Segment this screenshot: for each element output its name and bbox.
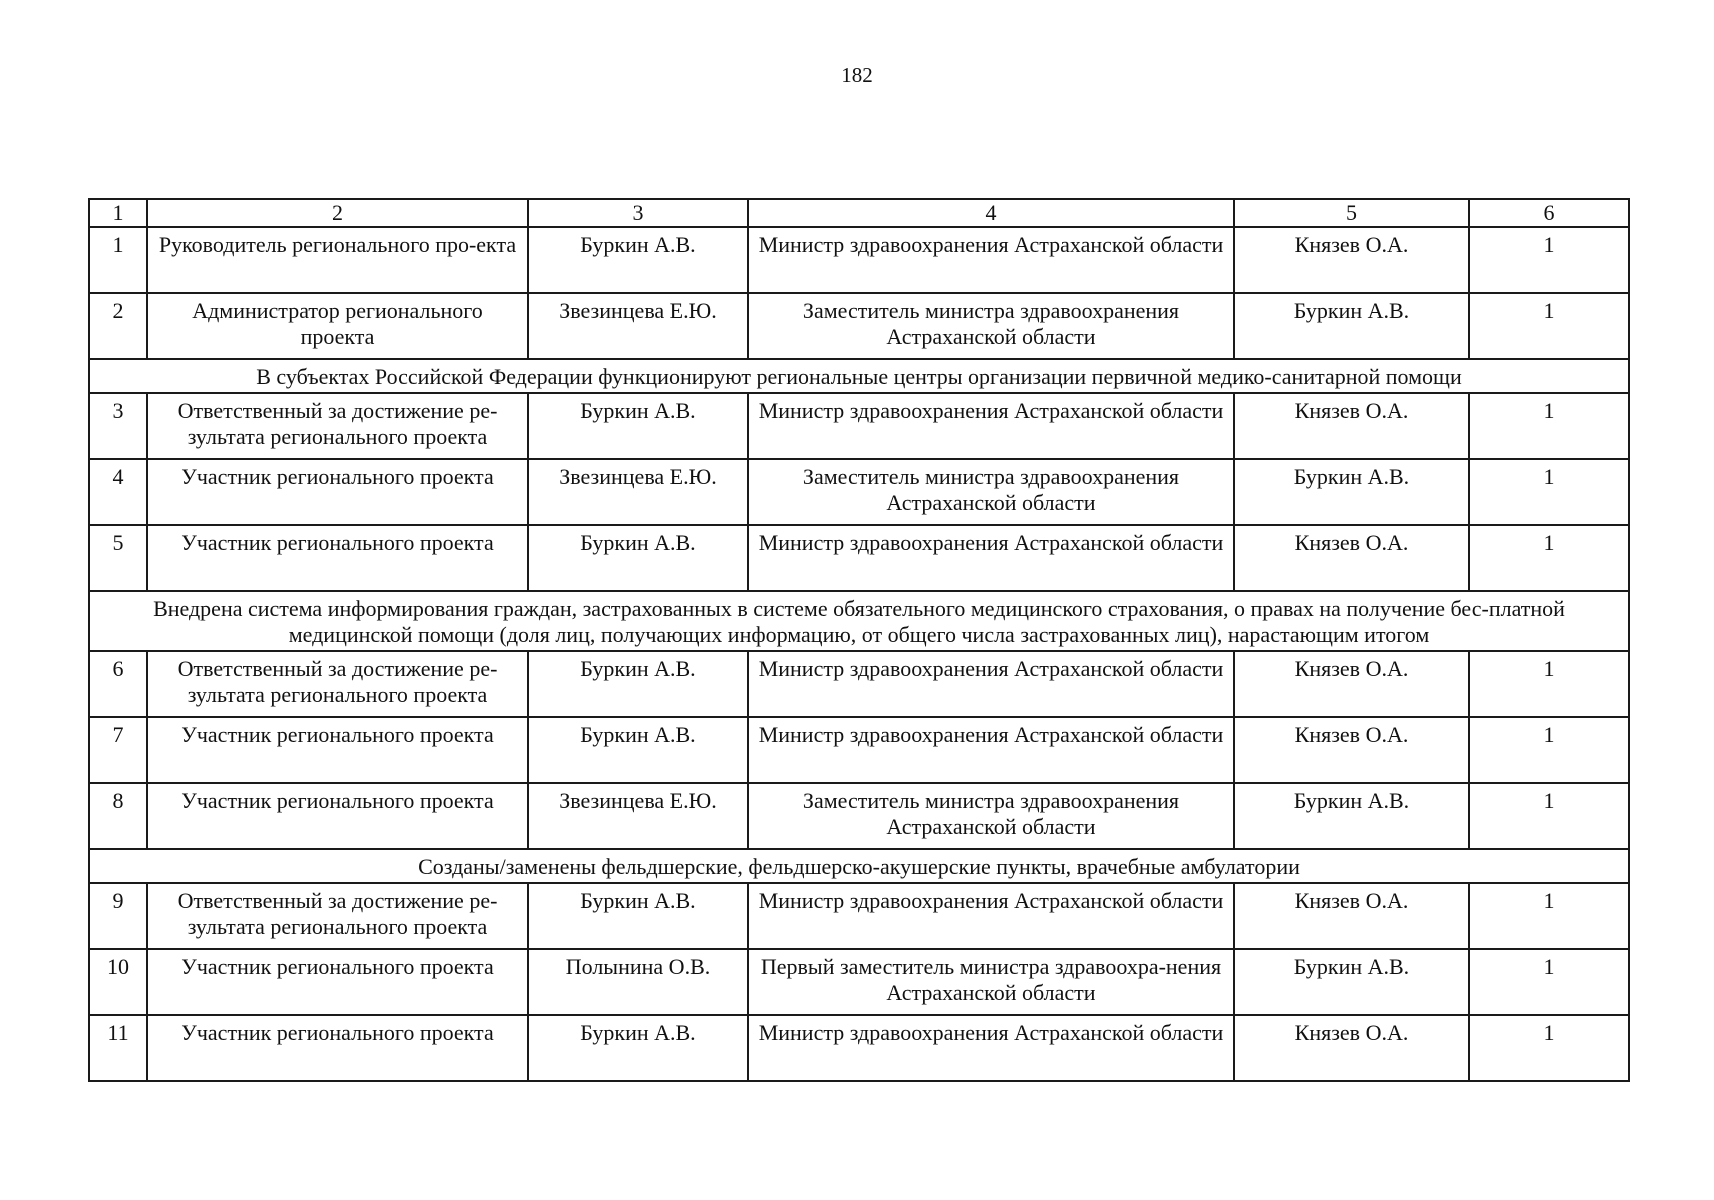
row-number: 5 (89, 525, 147, 591)
table-row (89, 459, 1629, 525)
supervisor-cell: Князев О.А. (1234, 883, 1469, 949)
value-cell: 1 (1469, 393, 1629, 459)
row-number: 7 (89, 717, 147, 783)
responsibility-table (88, 198, 1630, 1082)
section-title: В субъектах Российской Федерации функционируют региональные центры организации первичной медико-санитарной помощи (89, 359, 1629, 393)
position-cell: Заместитель министра здравоохранения Астраханской области (748, 783, 1234, 849)
value-cell: 1 (1469, 227, 1629, 293)
row-number: 3 (89, 393, 147, 459)
value-cell: 1 (1469, 1015, 1629, 1081)
name-cell: Буркин А.В. (528, 651, 748, 717)
role-cell: Участник регионального проекта (147, 717, 528, 783)
page-number: 182 (841, 63, 873, 87)
value-cell: 1 (1469, 459, 1629, 525)
name-cell: Звезинцева Е.Ю. (528, 783, 748, 849)
table-row (89, 393, 1629, 459)
role-cell: Участник регионального проекта (147, 949, 528, 1015)
supervisor-cell: Князев О.А. (1234, 651, 1469, 717)
name-cell: Буркин А.В. (528, 717, 748, 783)
row-number: 2 (89, 293, 147, 359)
position-cell: Заместитель министра здравоохранения Астраханской области (748, 459, 1234, 525)
table-header-row (89, 199, 1629, 227)
supervisor-cell: Князев О.А. (1234, 227, 1469, 293)
table-row (89, 227, 1629, 293)
name-cell: Буркин А.В. (528, 1015, 748, 1081)
value-cell: 1 (1469, 717, 1629, 783)
row-number: 1 (89, 227, 147, 293)
name-cell: Звезинцева Е.Ю. (528, 293, 748, 359)
supervisor-cell: Князев О.А. (1234, 393, 1469, 459)
value-cell: 1 (1469, 883, 1629, 949)
supervisor-cell: Буркин А.В. (1234, 459, 1469, 525)
role-cell: Ответственный за достижение ре-зультата регионального проекта (147, 393, 528, 459)
name-cell: Полынина О.В. (528, 949, 748, 1015)
column-header: 1 (89, 199, 147, 227)
value-cell: 1 (1469, 293, 1629, 359)
column-header: 6 (1469, 199, 1629, 227)
section-title: Созданы/заменены фельдшерские, фельдшерско-акушерские пункты, врачебные амбулатории (89, 849, 1629, 883)
table-row (89, 293, 1629, 359)
name-cell: Буркин А.В. (528, 227, 748, 293)
section-row (89, 591, 1629, 651)
supervisor-cell: Князев О.А. (1234, 525, 1469, 591)
position-cell: Министр здравоохранения Астраханской области (748, 227, 1234, 293)
role-cell: Ответственный за достижение ре-зультата регионального проекта (147, 651, 528, 717)
position-cell: Министр здравоохранения Астраханской области (748, 525, 1234, 591)
position-cell: Министр здравоохранения Астраханской области (748, 651, 1234, 717)
table-row (89, 949, 1629, 1015)
role-cell: Участник регионального проекта (147, 783, 528, 849)
row-number: 8 (89, 783, 147, 849)
row-number: 11 (89, 1015, 147, 1081)
name-cell: Буркин А.В. (528, 393, 748, 459)
value-cell: 1 (1469, 949, 1629, 1015)
column-header: 3 (528, 199, 748, 227)
name-cell: Буркин А.В. (528, 525, 748, 591)
position-cell: Министр здравоохранения Астраханской области (748, 1015, 1234, 1081)
position-cell: Министр здравоохранения Астраханской области (748, 717, 1234, 783)
table-row (89, 883, 1629, 949)
row-number: 4 (89, 459, 147, 525)
row-number: 9 (89, 883, 147, 949)
role-cell: Участник регионального проекта (147, 1015, 528, 1081)
supervisor-cell: Князев О.А. (1234, 1015, 1469, 1081)
value-cell: 1 (1469, 651, 1629, 717)
table-row (89, 651, 1629, 717)
column-header: 5 (1234, 199, 1469, 227)
supervisor-cell: Буркин А.В. (1234, 949, 1469, 1015)
table-row (89, 783, 1629, 849)
role-cell: Ответственный за достижение ре-зультата регионального проекта (147, 883, 528, 949)
supervisor-cell: Буркин А.В. (1234, 783, 1469, 849)
row-number: 6 (89, 651, 147, 717)
table-row (89, 1015, 1629, 1081)
role-cell: Администратор регионального проекта (147, 293, 528, 359)
position-cell: Министр здравоохранения Астраханской области (748, 393, 1234, 459)
supervisor-cell: Князев О.А. (1234, 717, 1469, 783)
section-row (89, 849, 1629, 883)
role-cell: Участник регионального проекта (147, 525, 528, 591)
column-header: 4 (748, 199, 1234, 227)
value-cell: 1 (1469, 783, 1629, 849)
table-row (89, 717, 1629, 783)
name-cell: Звезинцева Е.Ю. (528, 459, 748, 525)
position-cell: Заместитель министра здравоохранения Астраханской области (748, 293, 1234, 359)
section-title: Внедрена система информирования граждан, застрахованных в системе обязательного медицинского страхования, о правах на получение бес-платной медицинской помощи (доля лиц, получающих информацию, от общего числа застрахованных лиц), нарастающим итогом (89, 591, 1629, 651)
column-header: 2 (147, 199, 528, 227)
section-row (89, 359, 1629, 393)
row-number: 10 (89, 949, 147, 1015)
role-cell: Руководитель регионального про-екта (147, 227, 528, 293)
name-cell: Буркин А.В. (528, 883, 748, 949)
position-cell: Первый заместитель министра здравоохра-нения Астраханской области (748, 949, 1234, 1015)
role-cell: Участник регионального проекта (147, 459, 528, 525)
value-cell: 1 (1469, 525, 1629, 591)
table-row (89, 525, 1629, 591)
supervisor-cell: Буркин А.В. (1234, 293, 1469, 359)
position-cell: Министр здравоохранения Астраханской области (748, 883, 1234, 949)
